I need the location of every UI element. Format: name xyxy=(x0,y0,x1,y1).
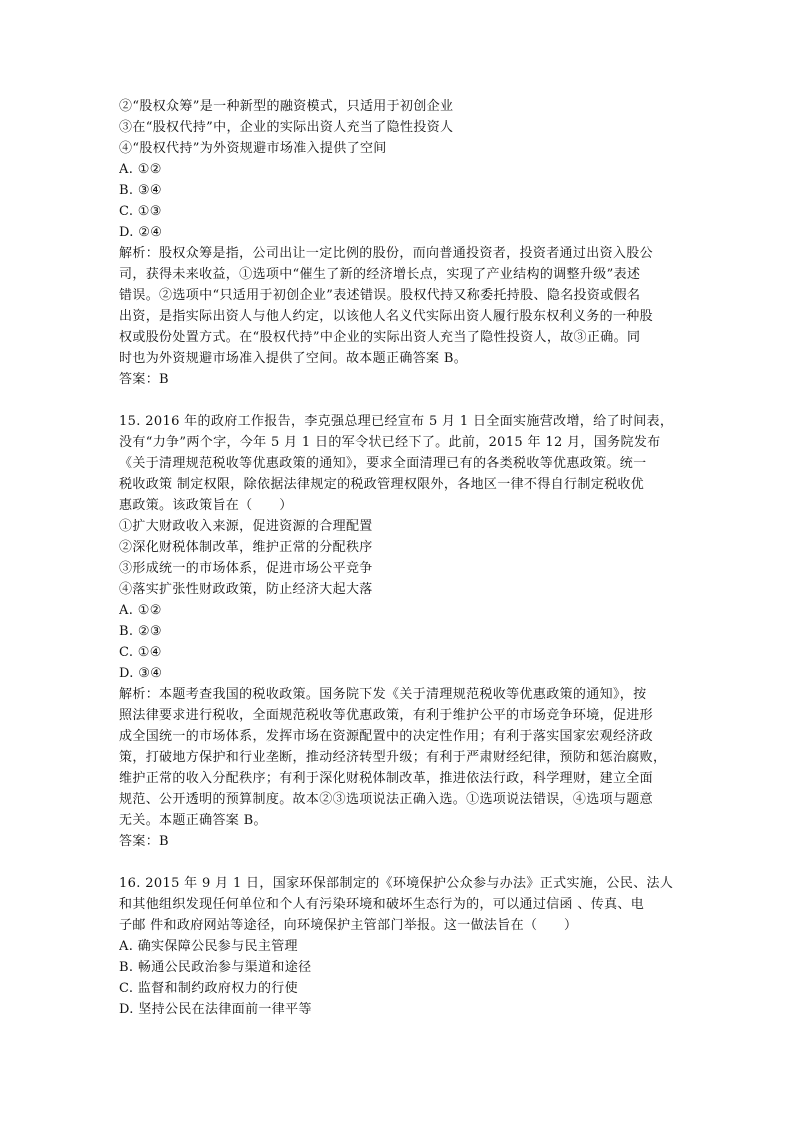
q15-stem-line: 15. 2016 年的政府工作报告，李克强总理已经宣布 5 月 1 日全面实施营改增，给了时间表， xyxy=(119,414,674,429)
q14-analysis-line: 权或股份处置方式。在“股权代持”中企业的实际出资人充当了隐性投资人，故③正确。同 xyxy=(119,330,641,345)
q16-stem-line: 和其他组织发现任何单位和个人有污染环境和破坏生态行为的，可以通过信函 、传真、电 xyxy=(119,897,645,912)
q15-option-b: B. ②③ xyxy=(119,624,162,639)
q15-analysis-line: 成全国统一的市场体系，发挥市场在资源配置中的决定性作用；有利于落实国家宏观经济政 xyxy=(119,729,654,744)
q15-stem-line: 没有“力争”两个字，今年 5 月 1 日的军令状已经下了。此前，2015 年 12 月，国务院发布 xyxy=(119,435,661,450)
q14-statement-4: ④“股权代持”为外资规避市场准入提供了空间 xyxy=(119,141,387,156)
q15-statement-1: ①扩大财政收入来源，促进资源的合理配置 xyxy=(119,519,373,534)
q14-analysis-line: 出资，是指实际出资人与他人约定，以该他人名义代实际出资人履行股东权利义务的一种股 xyxy=(119,309,654,324)
q15-analysis-line: 维护正常的收入分配秩序；有利于深化财税体制改革，推进依法行政，科学理财，建立全面 xyxy=(119,771,654,786)
q15-option-d: D. ③④ xyxy=(119,666,163,681)
q15-statement-4: ④落实扩张性财政政策，防止经济大起大落 xyxy=(119,582,373,597)
q16-option-c: C. 监督和制约政府权力的行使 xyxy=(119,981,298,996)
q16-option-d: D. 坚持公民在法律面前一律平等 xyxy=(119,1002,312,1017)
q15-stem-line: 税收政策 制定权限，除依据法律规定的税政管理权限外，各地区一律不得自行制定税收优 xyxy=(119,477,645,492)
q15-answer: 答案：B xyxy=(119,834,169,849)
q15-analysis-line: 规范、公开透明的预算制度。故本②③选项说法正确入选。①选项说法错误，④选项与题意 xyxy=(119,792,654,807)
q14-option-b: B. ③④ xyxy=(119,183,162,198)
q15-analysis-line: 照法律要求进行税收，全面规范税收等优惠政策，有利于维护公平的市场竞争环境，促进形 xyxy=(119,708,654,723)
q14-option-a: A. ①② xyxy=(119,162,162,177)
q15-option-c: C. ①④ xyxy=(119,645,162,660)
q14-option-d: D. ②④ xyxy=(119,225,163,240)
q16-stem-line: 16. 2015 年 9 月 1 日，国家环保部制定的《环境保护公众参与办法》正式实施，公民、法人 xyxy=(119,876,674,891)
q15-statement-3: ③形成统一的市场体系，促进市场公平竞争 xyxy=(119,561,373,576)
q15-analysis-line: 无关。本题正确答案 B。 xyxy=(119,813,267,828)
q14-statement-3: ③在“股权代持”中，企业的实际出资人充当了隐性投资人 xyxy=(119,120,454,135)
q15-stem-line: 惠政策。该政策旨在（ ） xyxy=(119,498,293,513)
q16-stem-line: 子邮 件和政府网站等途径，向环境保护主管部门举报。这一做法旨在（ ） xyxy=(119,918,578,933)
q14-analysis-line: 司，获得未来收益，①选项中“催生了新的经济增长点，实现了产业结构的调整升级”表述 xyxy=(119,267,641,282)
q16-option-b: B. 畅通公民政治参与渠道和途径 xyxy=(119,960,312,975)
q14-analysis-line: 时也为外资规避市场准入提供了空间。故本题正确答案 B。 xyxy=(119,351,468,366)
q15-stem-line: 《关于清理规范税收等优惠政策的通知》，要求全面清理已有的各类税收等优惠政策。统一 xyxy=(119,456,647,471)
q14-statement-2: ②“股权众筹”是一种新型的融资模式，只适用于初创企业 xyxy=(119,99,454,114)
q14-analysis-line: 解析：股权众筹是指，公司出让一定比例的股份，而向普通投资者，投资者通过出资入股公 xyxy=(119,246,654,261)
q15-analysis-line: 策，打破地方保护和行业垄断，推动经济转型升级；有利于严肃财经纪律，预防和惩治腐败， xyxy=(119,750,667,765)
q16-option-a: A. 确实保障公民参与民主管理 xyxy=(119,939,298,954)
q14-analysis-line: 错误。②选项中“只适用于初创企业”表述错误。股权代持又称委托持股、隐名投资或假名 xyxy=(119,288,641,303)
q15-statement-2: ②深化财税体制改革，维护正常的分配秩序 xyxy=(119,540,373,555)
q15-option-a: A. ①② xyxy=(119,603,162,618)
q14-option-c: C. ①③ xyxy=(119,204,162,219)
q15-analysis-line: 解析：本题考查我国的税收政策。国务院下发《关于清理规范税收等优惠政策的通知》，按 xyxy=(119,687,647,702)
q14-answer: 答案：B xyxy=(119,372,169,387)
